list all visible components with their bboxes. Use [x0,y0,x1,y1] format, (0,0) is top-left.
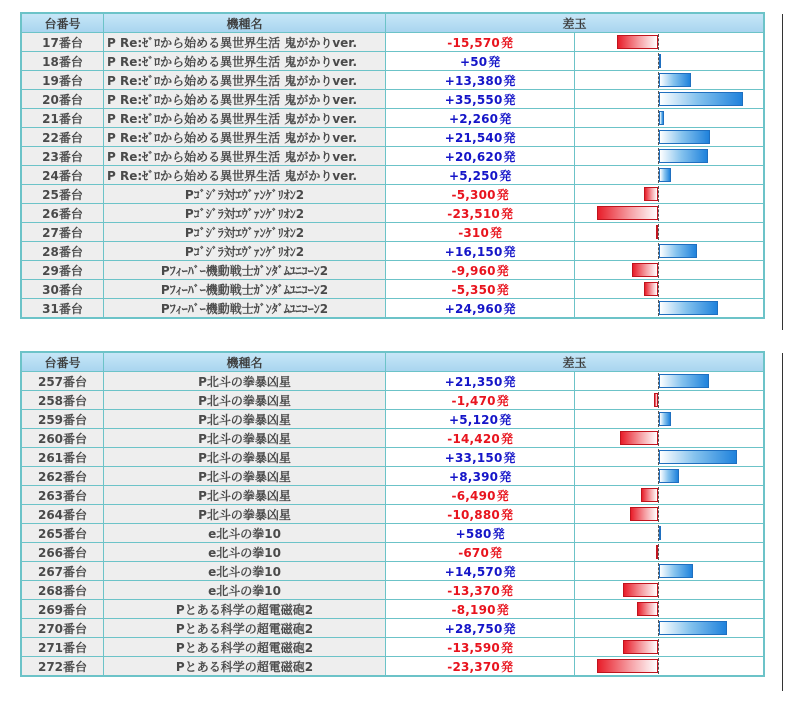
ball-diff-value: -1,470 [451,393,496,408]
ball-diff-unit: 発 [496,488,509,503]
ball-diff-bar [659,168,671,182]
ball-diff-unit: 発 [492,526,505,541]
ball-diff-bar-cell [575,71,764,90]
slot-table-2 [20,351,765,677]
model-name-cell: P北斗の拳暴凶星 [104,505,386,524]
zero-line [658,262,659,278]
ball-diff-unit: 発 [496,187,509,202]
model-name-cell: P北斗の拳暴凶星 [104,486,386,505]
ball-diff-bar-cell [575,52,764,71]
ball-diff-unit: 発 [490,225,503,240]
table-row [21,448,764,467]
table-row [21,242,764,261]
ball-diff-cell [386,410,575,429]
ball-diff-value: +5,250 [449,168,499,183]
zero-line [658,601,659,617]
ball-diff-bar-cell [575,467,764,486]
zero-line [658,281,659,297]
table-row [21,467,764,486]
table-header-row [21,13,764,33]
ball-diff-bar-cell [575,299,764,319]
ball-diff-unit: 発 [503,374,516,389]
model-name-cell: Pﾌｨｰﾊﾞｰ機動戦士ｶﾞﾝﾀﾞﾑﾕﾆｺｰﾝ2 [104,280,386,299]
ball-diff-unit: 発 [499,111,512,126]
ball-diff-unit: 発 [503,621,516,636]
ball-diff-value: -10,880 [447,507,500,522]
ball-diff-cell [386,204,575,223]
ball-diff-bar [659,301,718,315]
machine-number-cell: 28番台 [21,242,104,261]
ball-diff-cell [386,391,575,410]
model-name-cell: P Re:ｾﾞﾛから始める異世界生活 鬼がかりver. [104,147,386,166]
machine-number-cell: 258番台 [21,391,104,410]
model-name-cell: P北斗の拳暴凶星 [104,467,386,486]
ball-diff-cell [386,600,575,619]
ball-diff-unit: 発 [503,130,516,145]
zero-line [658,186,659,202]
table-row [21,638,764,657]
model-name-cell: P北斗の拳暴凶星 [104,448,386,467]
ball-diff-bar [644,187,658,201]
ball-diff-bar [637,602,658,616]
machine-number-cell: 31番台 [21,299,104,319]
ball-diff-value: +8,390 [449,469,499,484]
ball-diff-value: +5,120 [449,412,499,427]
machine-number-cell: 18番台 [21,52,104,71]
zero-line [658,205,659,221]
ball-diff-bar [597,206,658,220]
ball-diff-cell [386,448,575,467]
ball-diff-bar [659,621,727,635]
ball-diff-value: -14,420 [447,431,500,446]
table-row [21,204,764,223]
ball-diff-cell [386,128,575,147]
ball-diff-bar [659,73,691,87]
model-name-cell: P北斗の拳暴凶星 [104,429,386,448]
ball-diff-bar-cell [575,109,764,128]
model-name-cell: Pｺﾞｼﾞﾗ対ｴｳﾞｧﾝｹﾞﾘｵﾝ2 [104,223,386,242]
model-name-cell: e北斗の拳10 [104,581,386,600]
zero-line [658,430,659,446]
zero-line [658,34,659,50]
ball-diff-bar-cell [575,33,764,52]
ball-diff-bar-cell [575,261,764,280]
table-row [21,524,764,543]
ball-diff-bar-cell [575,657,764,677]
ball-diff-value: -23,370 [447,659,500,674]
ball-diff-bar-cell [575,429,764,448]
ball-diff-bar-cell [575,147,764,166]
table-row [21,52,764,71]
table-row [21,600,764,619]
model-name-cell: P Re:ｾﾞﾛから始める異世界生活 鬼がかりver. [104,109,386,128]
ball-diff-bar-cell [575,581,764,600]
ball-diff-unit: 発 [499,412,512,427]
machine-number-cell: 20番台 [21,90,104,109]
model-name-cell: Pｺﾞｼﾞﾗ対ｴｳﾞｧﾝｹﾞﾘｵﾝ2 [104,204,386,223]
ball-diff-value: +21,350 [444,374,503,389]
ball-diff-unit: 発 [500,583,513,598]
right-divider-line [782,14,783,330]
table-row [21,185,764,204]
model-name-cell: P北斗の拳暴凶星 [104,391,386,410]
zero-line [658,582,659,598]
model-name-cell: P Re:ｾﾞﾛから始める異世界生活 鬼がかりver. [104,52,386,71]
ball-diff-unit: 発 [503,92,516,107]
machine-number-cell: 263番台 [21,486,104,505]
machine-number-cell: 23番台 [21,147,104,166]
zero-line [658,487,659,503]
ball-diff-value: +2,260 [449,111,499,126]
ball-diff-unit: 発 [503,73,516,88]
ball-diff-cell [386,467,575,486]
table-row [21,619,764,638]
table-row [21,657,764,677]
ball-diff-cell [386,543,575,562]
model-name-cell: Pｺﾞｼﾞﾗ対ｴｳﾞｧﾝｹﾞﾘｵﾝ2 [104,242,386,261]
ball-diff-bar-cell [575,562,764,581]
ball-diff-cell [386,147,575,166]
ball-diff-bar-cell [575,204,764,223]
ball-diff-value: -310 [458,225,490,240]
machine-number-cell: 27番台 [21,223,104,242]
ball-diff-bar [656,545,658,559]
ball-diff-bar-cell [575,410,764,429]
machine-number-cell: 260番台 [21,429,104,448]
machine-number-cell: 266番台 [21,543,104,562]
ball-diff-value: -13,590 [447,640,500,655]
model-name-cell: e北斗の拳10 [104,543,386,562]
ball-diff-bar [620,431,658,445]
ball-diff-bar [659,564,693,578]
zero-line [658,224,659,240]
header-model-name: 機種名 [104,352,386,372]
ball-diff-bar [659,111,664,125]
ball-diff-value: -5,300 [451,187,496,202]
machine-number-cell: 259番台 [21,410,104,429]
ball-diff-unit: 発 [503,564,516,579]
ball-diff-unit: 発 [503,450,516,465]
ball-diff-bar-cell [575,280,764,299]
ball-diff-unit: 発 [500,659,513,674]
ball-diff-cell [386,619,575,638]
ball-diff-bar-cell [575,391,764,410]
ball-diff-bar-cell [575,223,764,242]
table-row [21,299,764,319]
machine-number-cell: 271番台 [21,638,104,657]
ball-diff-bar-cell [575,90,764,109]
ball-diff-value: -670 [458,545,490,560]
ball-diff-bar-cell [575,543,764,562]
machine-number-cell: 29番台 [21,261,104,280]
ball-diff-bar [623,640,658,654]
ball-diff-bar [659,412,671,426]
ball-diff-cell [386,657,575,677]
ball-diff-value: -5,350 [451,282,496,297]
table-row [21,505,764,524]
machine-number-cell: 268番台 [21,581,104,600]
ball-diff-cell [386,52,575,71]
machine-number-cell: 261番台 [21,448,104,467]
zero-line [658,544,659,560]
machine-number-cell: 17番台 [21,33,104,52]
ball-diff-bar [641,488,658,502]
machine-number-cell: 22番台 [21,128,104,147]
model-name-cell: P Re:ｾﾞﾛから始める異世界生活 鬼がかりver. [104,166,386,185]
model-name-cell: Pとある科学の超電磁砲2 [104,600,386,619]
ball-diff-unit: 発 [496,393,509,408]
model-name-cell: e北斗の拳10 [104,524,386,543]
ball-diff-unit: 発 [503,244,516,259]
ball-diff-bar-cell [575,166,764,185]
ball-diff-cell [386,562,575,581]
ball-diff-bar [644,282,658,296]
table-row [21,261,764,280]
ball-diff-unit: 発 [499,469,512,484]
ball-diff-bar [597,659,658,673]
ball-diff-bar [659,469,679,483]
ball-diff-cell [386,71,575,90]
table-row [21,391,764,410]
ball-diff-bar [632,263,658,277]
ball-diff-bar-cell [575,619,764,638]
model-name-cell: P Re:ｾﾞﾛから始める異世界生活 鬼がかりver. [104,71,386,90]
ball-diff-unit: 発 [503,301,516,316]
ball-diff-cell [386,166,575,185]
ball-diff-cell [386,486,575,505]
ball-diff-cell [386,109,575,128]
ball-diff-unit: 発 [496,282,509,297]
ball-diff-value: +33,150 [444,450,503,465]
table-row [21,71,764,90]
header-ball-diff: 差玉 [386,352,765,372]
header-machine-number: 台番号 [21,13,104,33]
right-divider-line [782,353,783,691]
ball-diff-cell [386,223,575,242]
machine-number-cell: 24番台 [21,166,104,185]
machine-number-cell: 267番台 [21,562,104,581]
ball-diff-bar [659,244,697,258]
ball-diff-unit: 発 [500,35,513,50]
machine-number-cell: 265番台 [21,524,104,543]
machine-number-cell: 19番台 [21,71,104,90]
ball-diff-value: -8,190 [451,602,496,617]
machine-number-cell: 264番台 [21,505,104,524]
ball-diff-value: +580 [455,526,492,541]
ball-diff-bar [659,149,708,163]
ball-diff-bar-cell [575,242,764,261]
ball-diff-value: +14,570 [444,564,503,579]
table-row [21,128,764,147]
ball-diff-value: -13,370 [447,583,500,598]
ball-diff-bar-cell [575,185,764,204]
model-name-cell: Pﾌｨｰﾊﾞｰ機動戦士ｶﾞﾝﾀﾞﾑﾕﾆｺｰﾝ2 [104,261,386,280]
ball-diff-bar [656,225,658,239]
ball-diff-bar [659,54,661,68]
model-name-cell: P北斗の拳暴凶星 [104,372,386,391]
ball-diff-value: +35,550 [444,92,503,107]
ball-diff-bar-cell [575,600,764,619]
ball-diff-cell [386,429,575,448]
model-name-cell: P北斗の拳暴凶星 [104,410,386,429]
model-name-cell: e北斗の拳10 [104,562,386,581]
ball-diff-unit: 発 [499,168,512,183]
ball-diff-cell [386,280,575,299]
ball-diff-cell [386,524,575,543]
ball-diff-bar [659,130,710,144]
header-ball-diff: 差玉 [386,13,765,33]
ball-diff-value: +24,960 [444,301,503,316]
table-row [21,147,764,166]
table-row [21,33,764,52]
ball-diff-value: +50 [459,54,488,69]
ball-diff-value: +28,750 [444,621,503,636]
ball-diff-cell [386,242,575,261]
ball-diff-cell [386,299,575,319]
ball-diff-cell [386,638,575,657]
ball-diff-value: +16,150 [444,244,503,259]
ball-diff-bar [659,374,709,388]
table-body-1 [21,33,764,319]
zero-line [658,506,659,522]
model-name-cell: Pとある科学の超電磁砲2 [104,657,386,677]
ball-diff-unit: 発 [500,431,513,446]
header-machine-number: 台番号 [21,352,104,372]
machine-number-cell: 21番台 [21,109,104,128]
table-row [21,562,764,581]
table-row [21,429,764,448]
zero-line [658,639,659,655]
model-name-cell: Pとある科学の超電磁砲2 [104,638,386,657]
machine-number-cell: 257番台 [21,372,104,391]
ball-diff-value: +21,540 [444,130,503,145]
table-row [21,280,764,299]
ball-diff-bar-cell [575,524,764,543]
ball-diff-cell [386,505,575,524]
table-header-row [21,352,764,372]
table-row [21,410,764,429]
table-row [21,166,764,185]
model-name-cell: Pﾌｨｰﾊﾞｰ機動戦士ｶﾞﾝﾀﾞﾑﾕﾆｺｰﾝ2 [104,299,386,319]
table-body-2 [21,372,764,677]
machine-number-cell: 272番台 [21,657,104,677]
table-row [21,543,764,562]
ball-diff-cell [386,90,575,109]
ball-diff-unit: 発 [496,602,509,617]
ball-diff-value: -15,570 [447,35,500,50]
table-row [21,486,764,505]
machine-number-cell: 26番台 [21,204,104,223]
ball-diff-unit: 発 [500,640,513,655]
slot-table-1 [20,12,765,319]
ball-diff-bar-cell [575,128,764,147]
ball-diff-value: -6,490 [451,488,496,503]
ball-diff-bar [617,35,658,49]
table-row [21,109,764,128]
ball-diff-cell [386,372,575,391]
zero-line [658,392,659,408]
ball-diff-value: +13,380 [444,73,503,88]
machine-number-cell: 270番台 [21,619,104,638]
model-name-cell: Pとある科学の超電磁砲2 [104,619,386,638]
ball-diff-bar [659,92,743,106]
machine-number-cell: 30番台 [21,280,104,299]
ball-diff-bar-cell [575,505,764,524]
ball-diff-cell [386,581,575,600]
ball-diff-bar [630,507,658,521]
ball-diff-bar [654,393,658,407]
ball-diff-unit: 発 [490,545,503,560]
ball-diff-bar [623,583,658,597]
header-model-name: 機種名 [104,13,386,33]
zero-line [658,658,659,674]
machine-number-cell: 25番台 [21,185,104,204]
machine-number-cell: 269番台 [21,600,104,619]
ball-diff-cell [386,33,575,52]
model-name-cell: P Re:ｾﾞﾛから始める異世界生活 鬼がかりver. [104,128,386,147]
ball-diff-bar [659,450,737,464]
ball-diff-value: -23,510 [447,206,500,221]
machine-number-cell: 262番台 [21,467,104,486]
table-row [21,90,764,109]
table-row [21,223,764,242]
ball-diff-bar-cell [575,638,764,657]
ball-diff-cell [386,261,575,280]
ball-diff-bar [659,526,661,540]
ball-diff-unit: 発 [488,54,501,69]
model-name-cell: P Re:ｾﾞﾛから始める異世界生活 鬼がかりver. [104,33,386,52]
table-row [21,372,764,391]
ball-diff-bar-cell [575,448,764,467]
model-name-cell: Pｺﾞｼﾞﾗ対ｴｳﾞｧﾝｹﾞﾘｵﾝ2 [104,185,386,204]
table-row [21,581,764,600]
ball-diff-value: -9,960 [451,263,496,278]
model-name-cell: P Re:ｾﾞﾛから始める異世界生活 鬼がかりver. [104,90,386,109]
ball-diff-bar-cell [575,486,764,505]
ball-diff-unit: 発 [500,507,513,522]
ball-diff-unit: 発 [496,263,509,278]
ball-diff-unit: 発 [500,206,513,221]
ball-diff-value: +20,620 [444,149,503,164]
ball-diff-cell [386,185,575,204]
ball-diff-unit: 発 [503,149,516,164]
ball-diff-bar-cell [575,372,764,391]
